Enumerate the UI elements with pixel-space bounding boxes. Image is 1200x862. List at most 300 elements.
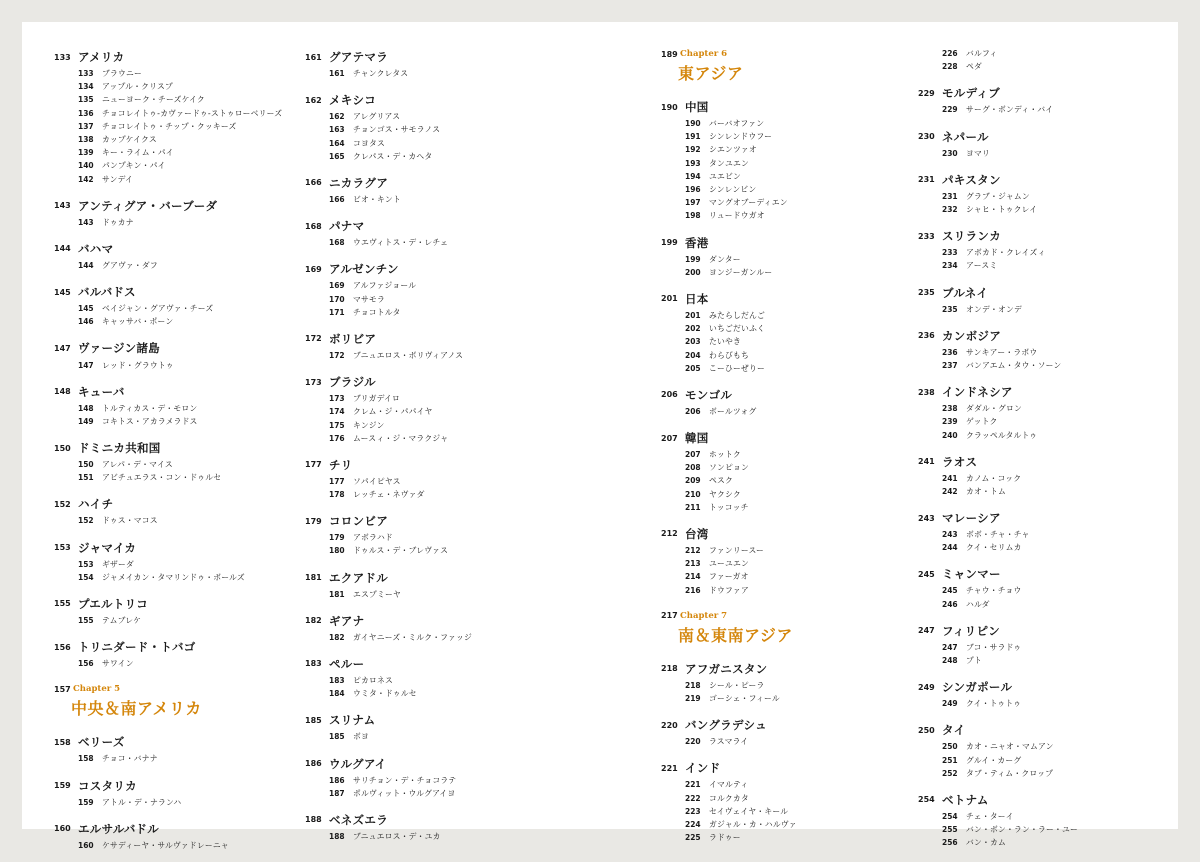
country-name: ブルネイ xyxy=(942,285,989,300)
recipe-page-number: 134 xyxy=(78,82,94,92)
recipe-name: レッド・グラウトゥ xyxy=(102,360,174,370)
recipe-page-number: 241 xyxy=(942,473,958,483)
recipe-page-number: 230 xyxy=(942,148,958,158)
recipe-item xyxy=(918,472,1078,485)
recipe-name: ユーユエン xyxy=(709,559,749,569)
recipe-name: ギザーダ xyxy=(102,559,134,569)
recipe-page-number: 174 xyxy=(329,407,345,417)
country-entry xyxy=(54,776,282,809)
recipe-item xyxy=(305,687,472,700)
page-number: 189 xyxy=(661,49,678,59)
country-name: ベリーズ xyxy=(78,735,125,750)
recipe-item xyxy=(305,418,472,431)
recipe-page-number: 236 xyxy=(942,347,958,357)
page-number: 160 xyxy=(54,824,71,834)
country-name: ウルグアイ xyxy=(329,756,387,771)
recipe-page-number: 168 xyxy=(329,238,345,248)
recipe-item xyxy=(305,405,472,418)
recipe-page-number: 197 xyxy=(685,198,701,208)
recipe-item xyxy=(54,657,282,670)
country-entry xyxy=(54,382,282,428)
page-number: 183 xyxy=(305,659,322,669)
country-entry xyxy=(305,568,472,601)
recipe-page-number: 151 xyxy=(78,473,94,483)
recipe-page-number: 139 xyxy=(78,148,94,158)
page-number: 162 xyxy=(305,95,322,105)
recipe-page-number: 177 xyxy=(329,476,345,486)
recipe-page-number: 224 xyxy=(685,819,701,829)
recipe-item xyxy=(918,541,1078,554)
page-number: 186 xyxy=(305,759,322,768)
recipe-item xyxy=(918,103,1078,116)
chapter-title: 東アジア xyxy=(678,64,744,83)
recipe-page-number: 161 xyxy=(329,69,345,79)
country-heading xyxy=(54,732,282,752)
recipe-item xyxy=(54,67,282,80)
recipe-page-number: 135 xyxy=(78,95,94,105)
recipe-item xyxy=(305,293,472,306)
country-name: ペルー xyxy=(329,656,365,671)
recipe-page-number: 159 xyxy=(78,797,94,807)
recipe-name: シャヒ・トゥクレイ xyxy=(966,205,1038,215)
recipe-page-number: 171 xyxy=(329,307,345,317)
recipe-name: たいやき xyxy=(709,337,741,347)
recipe-page-number: 192 xyxy=(685,145,701,155)
country-name: バハマ xyxy=(78,241,114,256)
country-name: シンガポール xyxy=(942,680,1013,695)
recipe-item xyxy=(918,810,1078,823)
page-number: 173 xyxy=(305,377,322,387)
country-entry xyxy=(661,385,797,418)
country-entry xyxy=(305,259,472,319)
recipe-item xyxy=(661,791,797,804)
country-heading xyxy=(918,283,1078,303)
recipe-page-number: 155 xyxy=(78,616,94,626)
page-number: 156 xyxy=(54,642,71,652)
recipe-item xyxy=(54,558,282,571)
country-entry xyxy=(305,611,472,644)
recipe-page-number: 137 xyxy=(78,121,94,131)
country-heading xyxy=(661,385,797,405)
recipe-name: アレパ・デ・マイス xyxy=(102,460,173,470)
recipe-item xyxy=(305,193,472,206)
recipe-name: ヤクシク xyxy=(709,489,741,499)
recipe-name: クイ・トゥトゥ xyxy=(966,699,1022,709)
recipe-name: シンレンドウフー xyxy=(709,132,773,142)
recipe-item xyxy=(661,501,797,514)
recipe-page-number: 152 xyxy=(78,516,94,526)
recipe-page-number: 186 xyxy=(329,775,345,785)
country-entry xyxy=(918,382,1078,442)
recipe-name: アレグリアス xyxy=(353,112,401,122)
country-name: ニカラグア xyxy=(329,175,388,190)
country-heading xyxy=(305,754,472,774)
chapter-label-row xyxy=(54,682,282,696)
country-heading xyxy=(305,611,472,631)
recipe-name: ヨンジーガンルー xyxy=(709,267,773,277)
recipe-item xyxy=(54,80,282,93)
recipe-name: ゲットク xyxy=(966,417,998,427)
country-name: ハイチ xyxy=(78,497,114,512)
country-heading xyxy=(305,810,472,830)
recipe-name: コヨタス xyxy=(353,138,385,148)
recipe-item xyxy=(305,531,472,544)
country-name: キューバ xyxy=(78,384,125,399)
country-heading xyxy=(54,282,282,302)
recipe-page-number: 164 xyxy=(329,138,345,148)
recipe-item xyxy=(54,796,282,809)
recipe-name: バン・ボン・ラン・ラー・ユー xyxy=(966,825,1078,835)
country-entry xyxy=(305,173,472,206)
recipe-name: ガジャル・カ・ハルヴァ xyxy=(709,819,797,829)
recipe-item xyxy=(918,47,1078,60)
recipe-item xyxy=(918,654,1078,667)
recipe-name: レッチェ・ネヴァダ xyxy=(353,490,425,500)
country-heading xyxy=(54,338,282,358)
country-heading xyxy=(54,637,282,657)
recipe-page-number: 138 xyxy=(78,135,94,145)
recipe-page-number: 202 xyxy=(685,324,701,334)
recipe-page-number: 190 xyxy=(685,119,701,129)
recipe-item xyxy=(305,236,472,249)
recipe-item xyxy=(661,405,797,418)
recipe-page-number: 254 xyxy=(942,811,958,821)
recipe-name: ボールツォグ xyxy=(709,406,757,416)
recipe-item xyxy=(661,679,797,692)
recipe-page-number: 200 xyxy=(685,267,701,277)
recipe-page-number: 133 xyxy=(78,69,94,79)
country-entry xyxy=(661,97,797,223)
recipe-name: バン・カム xyxy=(966,838,1006,848)
recipe-page-number: 175 xyxy=(329,420,345,430)
country-name: バングラデシュ xyxy=(685,718,767,733)
recipe-page-number: 210 xyxy=(685,489,701,499)
country-heading xyxy=(918,508,1078,528)
recipe-item xyxy=(661,253,797,266)
country-name: ネパール xyxy=(942,129,989,144)
page-number: 181 xyxy=(305,573,322,583)
page-number: 188 xyxy=(305,815,322,825)
recipe-item xyxy=(54,259,282,272)
page-number: 179 xyxy=(305,516,322,526)
recipe-page-number: 209 xyxy=(685,476,701,486)
recipe-item xyxy=(661,778,797,791)
country-name: 日本 xyxy=(685,291,709,306)
recipe-name: ハルダ xyxy=(966,599,990,609)
recipe-page-number: 196 xyxy=(685,185,701,195)
recipe-name: セイヴェイヤ・キール xyxy=(709,806,789,816)
recipe-name: カノム・コック xyxy=(966,473,1022,483)
recipe-name: テムブレケ xyxy=(102,616,142,626)
page-number: 207 xyxy=(661,433,678,443)
recipe-page-number: 199 xyxy=(685,254,701,264)
recipe-name: クレパス・デ・カヘタ xyxy=(353,151,433,161)
recipe-item xyxy=(305,830,472,843)
recipe-page-number: 188 xyxy=(329,831,345,841)
recipe-item xyxy=(661,309,797,322)
recipe-item xyxy=(918,60,1078,73)
page-number: 201 xyxy=(661,294,678,304)
country-entry xyxy=(918,564,1078,610)
recipe-page-number: 252 xyxy=(942,768,958,778)
country-heading xyxy=(918,790,1078,810)
recipe-name: イマルティ xyxy=(709,780,749,790)
country-entry xyxy=(54,538,282,584)
country-entry xyxy=(54,47,282,186)
recipe-name: ドゥス・マコス xyxy=(102,516,158,526)
recipe-page-number: 231 xyxy=(942,191,958,201)
country-heading xyxy=(305,455,472,475)
recipe-name: アルファジョール xyxy=(353,281,417,291)
recipe-item xyxy=(918,415,1078,428)
recipe-page-number: 229 xyxy=(942,105,958,115)
recipe-item xyxy=(54,159,282,172)
country-entry xyxy=(305,654,472,700)
recipe-item xyxy=(918,346,1078,359)
recipe-name: チョコレイトゥ-カヴァードゥ-ストゥローベリーズ xyxy=(102,108,283,118)
recipe-name: チョコトルタ xyxy=(353,307,401,317)
toc-column-1 xyxy=(54,47,282,862)
recipe-item xyxy=(54,614,282,627)
recipe-page-number: 184 xyxy=(329,689,345,699)
country-entry xyxy=(305,455,472,501)
country-heading xyxy=(661,289,797,309)
country-entry xyxy=(305,511,472,557)
country-name: プエルトリコ xyxy=(78,596,148,611)
recipe-name: ダンター xyxy=(709,254,741,264)
recipe-page-number: 193 xyxy=(685,158,701,168)
recipe-item xyxy=(305,432,472,445)
page-number: 172 xyxy=(305,334,322,344)
recipe-page-number: 179 xyxy=(329,533,345,543)
page-number: 220 xyxy=(661,720,678,730)
country-heading xyxy=(918,564,1078,584)
recipe-item xyxy=(305,279,472,292)
country-name: パキスタン xyxy=(942,172,1001,187)
recipe-name: コルクカタ xyxy=(709,793,749,803)
country-entry xyxy=(54,239,282,272)
country-heading xyxy=(305,511,472,531)
page-number: 238 xyxy=(918,387,935,397)
recipe-name: アースミ xyxy=(966,261,998,271)
country-name: コスタリカ xyxy=(78,778,137,793)
recipe-item xyxy=(305,488,472,501)
country-entry xyxy=(305,710,472,743)
page-number: 212 xyxy=(661,529,678,539)
page-number: 168 xyxy=(305,221,322,231)
recipe-item xyxy=(918,485,1078,498)
recipe-name: ペスク xyxy=(709,476,733,486)
recipe-page-number: 158 xyxy=(78,754,94,764)
recipe-item xyxy=(918,259,1078,272)
recipe-item xyxy=(918,428,1078,441)
page-number: 159 xyxy=(54,781,71,790)
page-number: 143 xyxy=(54,201,71,211)
country-name: 台湾 xyxy=(685,526,709,541)
page-number: 144 xyxy=(54,244,71,254)
country-entry xyxy=(661,758,797,844)
page-number: 177 xyxy=(305,460,322,470)
country-name: インドネシア xyxy=(942,385,1013,400)
country-name: インド xyxy=(685,761,721,776)
recipe-item xyxy=(54,471,282,484)
recipe-name: キンジン xyxy=(353,420,385,430)
country-name: ブラジル xyxy=(329,375,376,390)
country-heading xyxy=(305,372,472,392)
recipe-name: バルフィ xyxy=(966,49,998,59)
recipe-item xyxy=(661,170,797,183)
recipe-item xyxy=(305,392,472,405)
recipe-name: ソンピョン xyxy=(709,463,749,473)
country-entry xyxy=(54,819,282,852)
chapter-title: 南＆東南アジア xyxy=(678,625,793,645)
recipe-name: タンユエン xyxy=(709,158,749,168)
recipe-item xyxy=(661,196,797,209)
recipe-page-number: 212 xyxy=(685,546,701,556)
recipe-name: サンデイ xyxy=(102,174,134,184)
page-number: 147 xyxy=(54,343,71,353)
recipe-name: シール・ピーラ xyxy=(709,680,765,690)
recipe-item xyxy=(305,475,472,488)
recipe-name: アトル・デ・ナランハ xyxy=(102,797,182,807)
recipe-item xyxy=(661,544,797,557)
country-name: ジャマイカ xyxy=(78,540,137,555)
toc-column-4 xyxy=(918,47,1078,859)
country-entry xyxy=(305,754,472,800)
recipe-page-number: 169 xyxy=(329,281,345,291)
country-name: モルディブ xyxy=(942,86,1001,101)
recipe-name: ブコ・サラドゥ xyxy=(966,642,1022,652)
recipe-item xyxy=(918,836,1078,849)
recipe-page-number: 218 xyxy=(685,680,701,690)
recipe-page-number: 150 xyxy=(78,460,94,470)
recipe-page-number: 166 xyxy=(329,195,345,205)
recipe-item xyxy=(305,631,472,644)
recipe-name: タブ・ティム・クロップ xyxy=(966,768,1054,778)
recipe-item xyxy=(54,458,282,471)
recipe-page-number: 176 xyxy=(329,433,345,443)
country-heading xyxy=(305,329,472,349)
country-heading xyxy=(661,233,797,253)
recipe-name: チョコ・バナナ xyxy=(102,754,158,764)
recipe-name: アボラハド xyxy=(353,533,393,543)
country-entry xyxy=(305,810,472,843)
page-number: 152 xyxy=(54,499,71,509)
recipe-page-number: 207 xyxy=(685,450,701,460)
page-number: 247 xyxy=(918,626,935,636)
country-name: アルゼンチン xyxy=(329,262,399,277)
recipe-name: トルティカス・デ・モロン xyxy=(102,403,198,413)
recipe-page-number: 153 xyxy=(78,559,94,569)
country-heading xyxy=(661,97,797,117)
recipe-item xyxy=(918,767,1078,780)
recipe-name: ユエビン xyxy=(709,171,741,181)
country-heading xyxy=(918,621,1078,641)
recipe-name: ブニュエロス・デ・ユカ xyxy=(353,831,441,841)
recipe-item xyxy=(54,752,282,765)
recipe-page-number: 213 xyxy=(685,559,701,569)
country-entry xyxy=(305,329,472,362)
recipe-page-number: 206 xyxy=(685,406,701,416)
recipe-name: ラドゥー xyxy=(709,833,741,843)
recipe-name: アップル・クリスプ xyxy=(102,82,173,92)
recipe-item xyxy=(918,303,1078,316)
country-entry xyxy=(918,226,1078,272)
recipe-name: ペダ xyxy=(966,62,982,72)
country-entry xyxy=(918,452,1078,498)
page-number: 157 xyxy=(54,684,71,694)
recipe-name: クイ・セリムカ xyxy=(966,543,1022,553)
page-number: 190 xyxy=(661,102,678,112)
country-name: ヴァージン諸島 xyxy=(78,341,160,356)
country-entry xyxy=(305,90,472,163)
recipe-name: ボヨ xyxy=(353,732,369,742)
recipe-page-number: 140 xyxy=(78,161,94,171)
country-heading xyxy=(661,659,797,679)
chapter-label: Chapter 5 xyxy=(73,684,121,695)
country-heading xyxy=(661,758,797,778)
recipe-name: ムースィ・ジ・マラクジャ xyxy=(353,433,449,443)
recipe-page-number: 154 xyxy=(78,572,94,582)
recipe-page-number: 181 xyxy=(329,589,345,599)
recipe-item xyxy=(305,674,472,687)
recipe-page-number: 214 xyxy=(685,572,701,582)
recipe-item xyxy=(54,839,282,852)
recipe-item xyxy=(661,322,797,335)
recipe-item xyxy=(918,190,1078,203)
recipe-page-number: 216 xyxy=(685,585,701,595)
country-entry xyxy=(661,233,797,279)
recipe-page-number: 242 xyxy=(942,486,958,496)
country-entry xyxy=(54,282,282,328)
page-number: 218 xyxy=(661,664,678,674)
recipe-page-number: 250 xyxy=(942,742,958,752)
recipe-name: プト xyxy=(966,656,982,666)
recipe-item xyxy=(661,348,797,361)
country-entry xyxy=(305,372,472,445)
recipe-page-number: 144 xyxy=(78,260,94,270)
recipe-page-number: 249 xyxy=(942,699,958,709)
recipe-item xyxy=(918,359,1078,372)
recipe-name: ゴーシェ・フィール xyxy=(709,693,780,703)
recipe-item xyxy=(661,335,797,348)
recipe-item xyxy=(918,641,1078,654)
page-number: 250 xyxy=(918,725,935,735)
country-heading xyxy=(918,83,1078,103)
country-heading xyxy=(305,568,472,588)
recipe-item xyxy=(54,133,282,146)
recipe-page-number: 248 xyxy=(942,656,958,666)
recipe-item xyxy=(54,358,282,371)
recipe-name: ドウファア xyxy=(709,585,749,595)
recipe-item xyxy=(918,402,1078,415)
country-heading xyxy=(918,326,1078,346)
recipe-item xyxy=(661,143,797,156)
recipe-name: グルイ・カーグ xyxy=(966,755,1022,765)
country-name: アフガニスタン xyxy=(685,661,768,676)
recipe-name: チャンクレタス xyxy=(353,69,409,79)
country-heading xyxy=(661,524,797,544)
recipe-item xyxy=(918,147,1078,160)
page-number: 236 xyxy=(918,331,935,341)
chapter-label-row xyxy=(661,47,797,61)
country-entry xyxy=(54,196,282,229)
recipe-name: サワイン xyxy=(102,659,134,669)
toc-column-2 xyxy=(305,47,472,853)
recipe-item xyxy=(661,584,797,597)
country-heading xyxy=(54,494,282,514)
recipe-page-number: 203 xyxy=(685,337,701,347)
